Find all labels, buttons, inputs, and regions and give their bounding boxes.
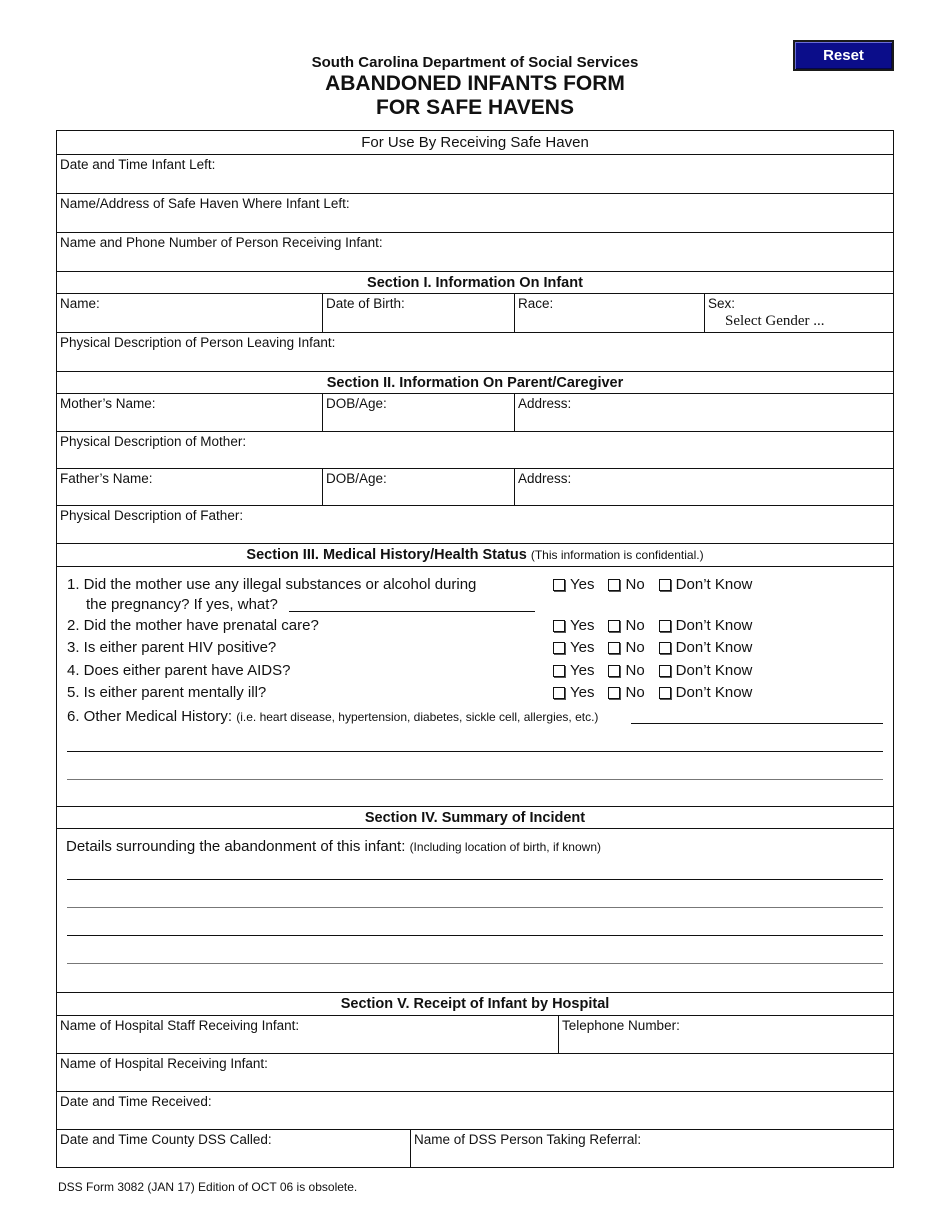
- mother-description-label: Physical Description of Mother:: [60, 434, 247, 449]
- incident-details: [66, 838, 601, 855]
- safe-haven-banner-text: For Use By Receiving Safe Haven: [361, 134, 589, 151]
- father-description-label: Physical Description of Father:: [60, 508, 244, 523]
- other-history-line-2[interactable]: [67, 751, 883, 752]
- dss-called-field[interactable]: [57, 1130, 410, 1168]
- section4-header: [57, 807, 893, 829]
- infant-name-field[interactable]: [57, 294, 322, 332]
- infant-name-label: Name:: [60, 296, 100, 311]
- telephone-field[interactable]: [558, 1016, 895, 1053]
- q5-yes-checkbox[interactable]: Yes: [553, 684, 594, 701]
- section3-title: Section III. Medical History/Health Status: [246, 547, 527, 563]
- form-title-line1: ABANDONED INFANTS FORM: [325, 72, 625, 95]
- q4-no-checkbox[interactable]: No: [608, 662, 644, 679]
- leaver-description-label: Physical Description of Person Leaving Infant:: [60, 335, 336, 350]
- mother-info-row: [57, 394, 893, 432]
- question-1-line1: 1. Did the mother use any illegal substances or alcohol during: [67, 576, 477, 593]
- q2-yes-checkbox[interactable]: Yes: [553, 617, 594, 634]
- mother-dob-field[interactable]: [322, 394, 514, 431]
- q5-dontknow-checkbox[interactable]: Don’t Know: [659, 684, 753, 701]
- section1-header: [57, 272, 893, 294]
- infant-race-label: Race:: [518, 296, 554, 311]
- section5-header: [57, 993, 893, 1016]
- receiver-name-phone-field[interactable]: [57, 233, 893, 272]
- section4-title: Section IV. Summary of Incident: [364, 809, 586, 826]
- question-5: 5. Is either parent mentally ill?: [67, 684, 267, 701]
- mother-address-label: Address:: [518, 396, 572, 411]
- infant-dob-field[interactable]: [322, 294, 514, 332]
- incident-line-2[interactable]: [67, 907, 883, 908]
- question-4-options: [553, 662, 766, 679]
- safe-haven-address-label: Name/Address of Safe Haven Where Infant Left:: [60, 196, 350, 211]
- agency-name: South Carolina Department of Social Services: [311, 54, 639, 71]
- incident-details-note: (Including location of birth, if known): [409, 840, 601, 854]
- q1-yes-checkbox[interactable]: Yes: [553, 576, 594, 593]
- q2-no-checkbox[interactable]: No: [608, 617, 644, 634]
- question-1-line2: the pregnancy? If yes, what?: [86, 596, 278, 613]
- section1-title: Section I. Information On Infant: [367, 274, 583, 291]
- mother-dob-label: DOB/Age:: [326, 396, 387, 411]
- father-address-field[interactable]: [514, 469, 895, 505]
- infant-sex-label: Sex:: [708, 296, 736, 311]
- other-history-line-1[interactable]: [631, 723, 883, 724]
- father-info-row: [57, 469, 893, 506]
- form-table: [56, 130, 894, 1168]
- question-3-options: [553, 639, 766, 656]
- dss-person-field[interactable]: [410, 1130, 895, 1168]
- hospital-staff-label: Name of Hospital Staff Receiving Infant:: [60, 1018, 300, 1033]
- hospital-name-label: Name of Hospital Receiving Infant:: [60, 1056, 268, 1071]
- question-1-options: [553, 576, 766, 593]
- incident-summary-block: [57, 829, 893, 993]
- section3-header: [57, 544, 893, 567]
- receiver-name-phone-label: Name and Phone Number of Person Receiving Infant:: [60, 235, 383, 250]
- father-dob-field[interactable]: [322, 469, 514, 505]
- father-name-field[interactable]: [57, 469, 322, 505]
- q2-dontknow-checkbox[interactable]: Don’t Know: [659, 617, 753, 634]
- dss-person-label: Name of DSS Person Taking Referral:: [414, 1132, 642, 1147]
- dss-referral-row: [57, 1130, 893, 1168]
- form-title-line2: FOR SAFE HAVENS: [376, 96, 574, 119]
- mother-name-field[interactable]: [57, 394, 322, 431]
- question-4: 4. Does either parent have AIDS?: [67, 662, 291, 679]
- date-time-left-label: Date and Time Infant Left:: [60, 157, 216, 172]
- question-6-note: (i.e. heart disease, hypertension, diabetes, sickle cell, allergies, etc.): [236, 710, 599, 724]
- q3-no-checkbox[interactable]: No: [608, 639, 644, 656]
- q5-no-checkbox[interactable]: No: [608, 684, 644, 701]
- section5-title: Section V. Receipt of Infant by Hospital: [340, 996, 610, 1012]
- question-6: [67, 708, 598, 725]
- infant-race-field[interactable]: [514, 294, 704, 332]
- q1-no-checkbox[interactable]: No: [608, 576, 644, 593]
- section2-title: Section II. Information On Parent/Caregiver: [326, 374, 624, 391]
- father-description-field[interactable]: [57, 506, 893, 544]
- safe-haven-address-field[interactable]: [57, 194, 893, 233]
- date-received-field[interactable]: [57, 1092, 893, 1130]
- mother-address-field[interactable]: [514, 394, 895, 431]
- dss-called-label: Date and Time County DSS Called:: [60, 1132, 272, 1147]
- father-dob-label: DOB/Age:: [326, 471, 387, 486]
- question-1-answer-line[interactable]: [289, 611, 535, 612]
- incident-line-4[interactable]: [67, 963, 883, 964]
- infant-dob-label: Date of Birth:: [326, 296, 405, 311]
- q1-dontknow-checkbox[interactable]: Don’t Know: [659, 576, 753, 593]
- mother-name-label: Mother’s Name:: [60, 396, 156, 411]
- medical-history-block: [57, 567, 893, 807]
- hospital-name-field[interactable]: [57, 1054, 893, 1092]
- section2-header: [57, 372, 893, 394]
- infant-info-row: [57, 294, 893, 333]
- q3-dontknow-checkbox[interactable]: Don’t Know: [659, 639, 753, 656]
- safe-haven-banner: [57, 131, 893, 155]
- q4-dontknow-checkbox[interactable]: Don’t Know: [659, 662, 753, 679]
- question-2-options: [553, 617, 766, 634]
- form-footer: DSS Form 3082 (JAN 17) Edition of OCT 06 is obsolete.: [58, 1180, 358, 1194]
- father-name-label: Father’s Name:: [60, 471, 153, 486]
- q3-yes-checkbox[interactable]: Yes: [553, 639, 594, 656]
- question-5-options: [553, 684, 766, 701]
- date-time-left-field[interactable]: [57, 155, 893, 194]
- incident-details-label: Details surrounding the abandonment of this infant:: [66, 838, 406, 855]
- section3-note: (This information is confidential.): [530, 548, 704, 562]
- question-2: 2. Did the mother have prenatal care?: [67, 617, 319, 634]
- incident-line-3[interactable]: [67, 935, 883, 936]
- infant-sex-cell: [704, 294, 895, 332]
- incident-line-1[interactable]: [67, 879, 883, 880]
- telephone-label: Telephone Number:: [562, 1018, 680, 1033]
- other-history-line-3[interactable]: [67, 779, 883, 780]
- father-address-label: Address:: [518, 471, 572, 486]
- question-3: 3. Is either parent HIV positive?: [67, 639, 277, 656]
- question-6-label: 6. Other Medical History:: [67, 708, 233, 725]
- date-received-label: Date and Time Received:: [60, 1094, 212, 1109]
- gender-select[interactable]: Select Gender ...: [725, 313, 825, 329]
- mother-description-field[interactable]: [57, 432, 893, 469]
- reset-button[interactable]: Reset: [793, 40, 894, 71]
- q4-yes-checkbox[interactable]: Yes: [553, 662, 594, 679]
- hospital-staff-row: [57, 1016, 893, 1054]
- hospital-staff-field[interactable]: [57, 1016, 558, 1053]
- leaver-description-field[interactable]: [57, 333, 893, 372]
